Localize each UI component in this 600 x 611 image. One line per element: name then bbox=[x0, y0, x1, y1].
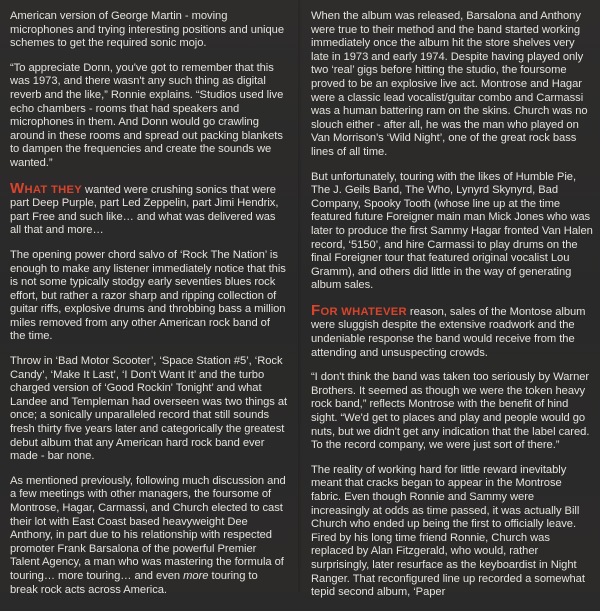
lead-text: HAT THEY bbox=[24, 183, 82, 196]
paragraph: “I don't think the band was taken too seriously by Warner Brothers. It seemed as though we were the token heavy rock band,” reflects Montrose with the benefit of hind sight. “We'd get to places and play and people would go nuts, but we didn't get any indication that the label cared. To the record company, we were just sort of there.” bbox=[311, 371, 590, 452]
paragraph bbox=[311, 301, 593, 360]
left-column bbox=[10, 10, 288, 608]
lead-text: OR WHATEVER bbox=[320, 305, 407, 318]
right-column bbox=[311, 10, 593, 611]
lead-initial: W bbox=[10, 179, 25, 197]
lead-initial: F bbox=[311, 301, 321, 319]
emphasis: more bbox=[183, 569, 209, 582]
paragraph-body: wanted were crushing sonics that were part Deep Purple, part Led Zeppelin, part Jimi Hendrix, part Free and such like… and what was delivered was all that and more… bbox=[10, 183, 279, 237]
paragraph bbox=[10, 475, 288, 597]
paragraph: “To appreciate Donn, you've got to remember that this was 1973, and there wasn't any such thing as digital reverb and the like,” Ronnie explains. “Studios used live echo chambers - rooms that had speakers and microphones in them. And Donn would go crawling around in these rooms and spread out packing blankets to dampen the frequencies and create the sounds we wanted.” bbox=[10, 61, 284, 169]
paragraph: But unfortunately, touring with the likes of Humble Pie, The J. Geils Band, The Who, Lynyrd Skynyrd, Bad Company, Spooky Tooth (whose line up at the time featured future Foreigner main man Mick Jones who was later to produce the first Sammy Hagar fronted Van Halen record, ‘5150’, and hire Carmassi to play drums on the final Foreigner tour that featured original vocalist Lou Gramm), and others did little in the way of generating album sales. bbox=[311, 170, 593, 292]
paragraph-body: touring to break rock acts across America. bbox=[10, 569, 258, 596]
section-lead bbox=[311, 301, 407, 319]
paragraph-body: reason, sales of the Montose album were sluggish despite the extensive roadwork and the undeniable response the band would receive from the attending and unsuspecting crowds. bbox=[311, 305, 586, 359]
paragraph-body: As mentioned previously, following much discussion and a few meetings with other managers, the foursome of Montrose, Hagar, Carmassi, and Church elected to cast their lot with East Coast based heavyweight Dee Anthony, in part due to his relationship with respected promoter Frank Barsalona of the powerful Premier Talent Agency, a man who was mastering the formula of touring… more touring… and even bbox=[10, 474, 286, 582]
center-gutter bbox=[298, 0, 302, 592]
paragraph: When the album was released, Barsalona and Anthony were true to their method and the band started working immediately once the album hit the store shelves very late in 1973 and early 1974. Despite having played only two ‘real’ gigs before hitting the studio, the foursome proved to be an explosive live act. Montrose and Hagar were a classic lead vocalist/guitar combo and Carmassi was a human battering ram on the skins. Church was no slouch either - after all, he was the man who played on Van Morrison's ‘Wild Night’, one of the great rock bass lines of all time. bbox=[311, 10, 588, 158]
paragraph: The opening power chord salvo of ‘Rock The Nation’ is enough to make any listener immediately notice that this is not some typically stodgy early seventies blues rock effort, but rather a razor sharp and ripping collection of guitar riffs, explosive drums and throbbing bass a million miles removed from any other American rock band of the time. bbox=[10, 248, 286, 343]
paragraph bbox=[10, 179, 288, 238]
paragraph: Throw in ‘Bad Motor Scooter’, ‘Space Station #5’, ‘Rock Candy’, ‘Make It Last’, ‘I Don't Want It’ and the turbo charged version of ‘Good Rockin' Tonight’ and what Landee and Templeman had overseen was two things at once; a sonically unparalleled record that still sounds fresh thirty five years later and categorically the greatest debut album that any American hard rock band ever made - bar none. bbox=[10, 355, 288, 463]
paragraph: American version of George Martin - moving microphones and trying interesting positions and unique schemes to get the required sonic mojo. bbox=[10, 10, 285, 50]
paragraph: The reality of working hard for little reward inevitably meant that cracks began to appear in the Montrose fabric. Even though Ronnie and Sammy were increasingly at odds as time passed, it was actually Bill Church who ended up being the first to officially leave. Fired by his long time friend Ronnie, Church was replaced by Alan Fitzgerald, who would, rather surprisingly, later resurface as the keyboardist in Night Ranger. That reconfigured line up recorded a somewhat tepid second album, ‘Paper bbox=[311, 463, 585, 599]
section-lead bbox=[10, 179, 82, 197]
